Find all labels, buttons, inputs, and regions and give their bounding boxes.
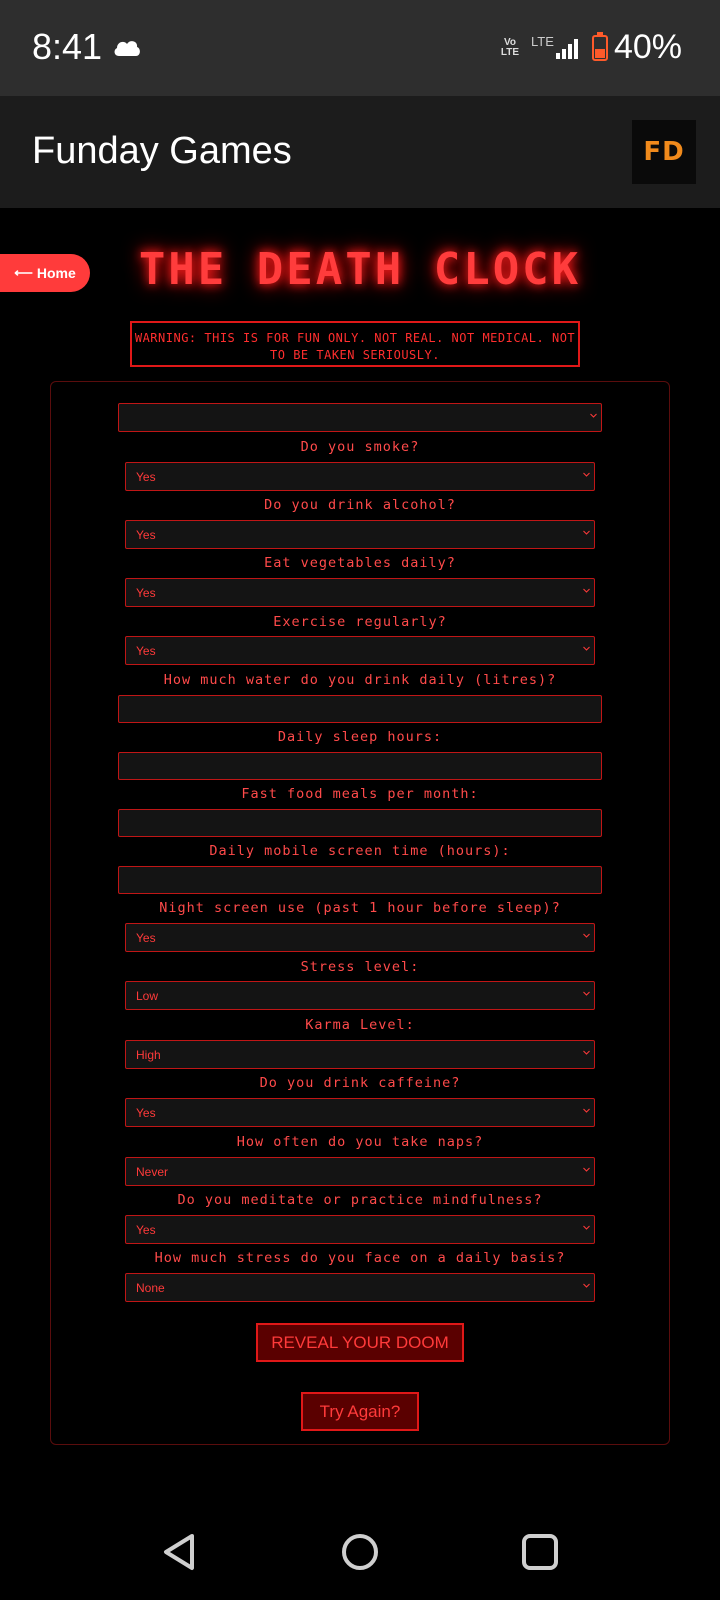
vegetables-value: Yes: [136, 586, 156, 600]
chevron-down-icon: [583, 1224, 590, 1231]
chevron-down-icon: [583, 1107, 590, 1114]
night-screen-value: Yes: [136, 931, 156, 945]
chevron-down-icon: [583, 529, 590, 536]
chevron-down-icon: [583, 990, 590, 997]
screen-time-label: Daily mobile screen time (hours):: [209, 843, 511, 859]
water-label: How much water do you drink daily (litres)?: [163, 672, 557, 688]
smoke-label: Do you smoke?: [300, 439, 420, 455]
alcohol-select[interactable]: [125, 520, 595, 549]
battery-percent: 40%: [613, 28, 682, 66]
smoke-value: Yes: [136, 470, 156, 484]
page-title: THE DEATH CLOCK: [138, 244, 582, 295]
meditate-value: Yes: [136, 1223, 156, 1237]
stress-level-select[interactable]: [125, 981, 595, 1010]
arrow-left-icon: ⟵: [14, 265, 33, 280]
karma-label: Karma Level:: [305, 1017, 415, 1033]
karma-select[interactable]: [125, 1040, 595, 1069]
night-screen-select[interactable]: [125, 923, 595, 952]
caffeine-label: Do you drink caffeine?: [259, 1075, 461, 1091]
vegetables-label: Eat vegetables daily?: [264, 555, 456, 571]
lte-label: LTE: [531, 34, 554, 49]
water-input[interactable]: [118, 695, 602, 723]
home-button-label: Home: [36, 265, 76, 281]
naps-select[interactable]: [125, 1157, 595, 1186]
night-screen-label: Night screen use (past 1 hour before sleep)?: [159, 900, 561, 916]
alcohol-label: Do you drink alcohol?: [264, 497, 456, 513]
chevron-down-icon: [583, 587, 590, 594]
meditate-label: Do you meditate or practice mindfulness?: [177, 1192, 543, 1208]
app-title: Funday Games: [32, 130, 292, 172]
chevron-down-icon: [583, 1166, 590, 1173]
stress-level-label: Stress level:: [300, 959, 420, 975]
reveal-doom-button[interactable]: REVEAL YOUR DOOM: [256, 1323, 464, 1362]
daily-stress-label: How much stress do you face on a daily basis?: [154, 1250, 566, 1266]
logo-text: FD: [643, 137, 685, 167]
exercise-label: Exercise regularly?: [273, 614, 447, 630]
meditate-select[interactable]: [125, 1215, 595, 1244]
daily-stress-value: None: [136, 1281, 165, 1295]
back-icon[interactable]: [160, 1532, 200, 1572]
caffeine-value: Yes: [136, 1106, 156, 1120]
status-bar: [0, 0, 720, 96]
screen-time-input[interactable]: [118, 866, 602, 894]
battery-icon: [592, 35, 608, 61]
first-select[interactable]: [118, 403, 602, 432]
naps-value: Never: [136, 1165, 169, 1179]
fast-food-label: Fast food meals per month:: [241, 786, 479, 802]
recent-apps-icon[interactable]: [520, 1532, 560, 1572]
app-logo: [632, 120, 696, 184]
status-time: 8:41: [32, 26, 103, 67]
exercise-select[interactable]: [125, 636, 595, 665]
navigation-bar: [0, 1500, 720, 1600]
stress-level-value: Low: [136, 989, 159, 1003]
try-again-button[interactable]: Try Again?: [301, 1392, 419, 1431]
volte-icon: Vo LTE: [500, 36, 520, 58]
chevron-down-icon: [583, 645, 590, 652]
karma-value: High: [136, 1048, 161, 1062]
cloud-icon: [112, 36, 142, 58]
chevron-down-icon: [583, 932, 590, 939]
sleep-label: Daily sleep hours:: [277, 729, 443, 745]
home-circle-icon[interactable]: [340, 1532, 380, 1572]
chevron-down-icon: [590, 412, 597, 419]
chevron-down-icon: [583, 1282, 590, 1289]
daily-stress-select[interactable]: [125, 1273, 595, 1302]
app-bar: [0, 96, 720, 208]
alcohol-value: Yes: [136, 528, 156, 542]
caffeine-select[interactable]: [125, 1098, 595, 1127]
chevron-down-icon: [583, 471, 590, 478]
warning-box: WARNING: THIS IS FOR FUN ONLY. NOT REAL. NOT MEDICAL. NOT TO BE TAKEN SERIOUSLY.: [130, 321, 580, 367]
fast-food-input[interactable]: [118, 809, 602, 837]
sleep-input[interactable]: [118, 752, 602, 780]
smoke-select[interactable]: [125, 462, 595, 491]
vegetables-select[interactable]: [125, 578, 595, 607]
chevron-down-icon: [583, 1049, 590, 1056]
exercise-value: Yes: [136, 644, 156, 658]
signal-icon: [556, 37, 580, 59]
naps-label: How often do you take naps?: [236, 1134, 484, 1150]
